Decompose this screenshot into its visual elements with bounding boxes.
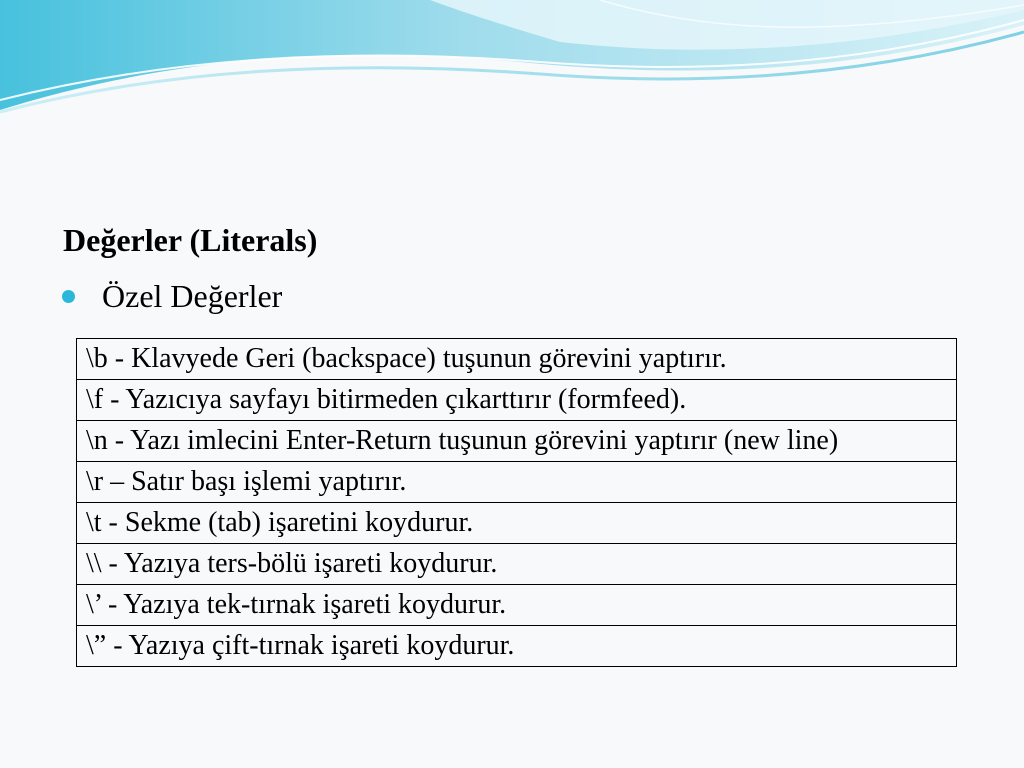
table-row — [77, 544, 957, 585]
table-row — [77, 380, 957, 421]
bullet-dot-icon — [62, 290, 75, 303]
escape-sequence-table — [76, 338, 957, 667]
table-cell: \” - Yazıya çift-tırnak işareti koydurur. — [77, 626, 957, 667]
table-row — [77, 503, 957, 544]
table-cell: \b - Klavyede Geri (backspace) tuşunun görevini yaptırır. — [77, 339, 957, 380]
table-cell: \r – Satır başı işlemi yaptırır. — [77, 462, 957, 503]
decorative-wave-header — [0, 0, 1024, 130]
table-row — [77, 421, 957, 462]
bullet-item — [62, 278, 282, 315]
table-row — [77, 626, 957, 667]
slide-title: Değerler (Literals) — [63, 222, 318, 258]
table-row — [77, 462, 957, 503]
table-cell: \f - Yazıcıya sayfayı bitirmeden çıkarttırır (formfeed). — [77, 380, 957, 421]
bullet-text: Özel Değerler — [102, 278, 283, 314]
table-cell: \’ - Yazıya tek-tırnak işareti koydurur. — [77, 585, 957, 626]
table-row — [77, 585, 957, 626]
table-cell: \t - Sekme (tab) işaretini koydurur. — [77, 503, 957, 544]
table-row — [77, 339, 957, 380]
table-cell: \n - Yazı imlecini Enter-Return tuşunun görevini yaptırır (new line) — [77, 421, 957, 462]
table-cell: \\ - Yazıya ters-bölü işareti koydurur. — [77, 544, 957, 585]
